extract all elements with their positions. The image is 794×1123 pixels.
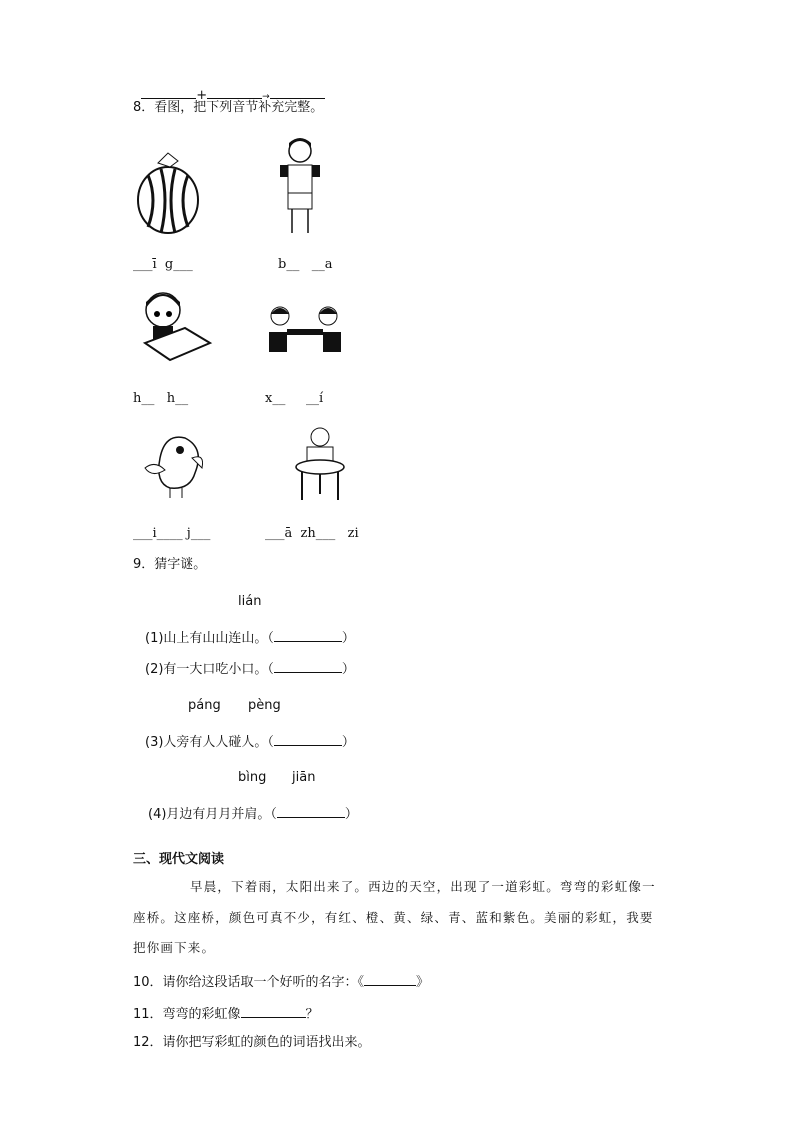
pinyin-label: x__ __í — [265, 391, 324, 406]
pinyin-label: ___ā zh___ zi — [265, 526, 359, 541]
boy-standing-image — [275, 133, 325, 241]
riddle-4: (4)月边有月月并肩。（ ） — [148, 807, 358, 822]
blank[interactable] — [270, 86, 325, 99]
blank[interactable] — [141, 86, 196, 99]
passage-line: 座桥。这座桥，颜色可真不少，有红、橙、黄、绿、青、蓝和紫色。美丽的彩虹，我要 — [133, 910, 654, 925]
child-drawing-image — [135, 288, 215, 363]
q8-title: 8．看图，把下列音节补充完整。 — [133, 100, 324, 115]
section-heading: 三、现代文阅读 — [133, 852, 225, 867]
answer-blank[interactable] — [241, 1005, 306, 1018]
watermelon-image — [133, 145, 203, 240]
chick-image — [140, 428, 210, 503]
riddle-1: (1)山上有山山连山。（ ） — [145, 631, 355, 646]
q9-title: 9．猜字谜。 — [133, 557, 207, 572]
pinyin: jiān — [292, 770, 316, 785]
q10: 10．请你给这段话取一个好听的名字：《 》 — [133, 975, 430, 990]
pinyin-label: ___i____ j___ — [133, 526, 211, 541]
pinyin-label: ___ī g___ — [133, 257, 193, 272]
plus: + — [196, 88, 208, 103]
q11: 11．弯弯的彩虹像 ？ — [133, 1007, 319, 1022]
answer-blank[interactable] — [364, 973, 416, 986]
pinyin: lián — [238, 594, 262, 609]
answer-blank[interactable] — [274, 660, 342, 673]
pinyin-label: b__ __a — [278, 257, 333, 272]
pinyin: páng — [188, 698, 221, 713]
pinyin: bìng — [238, 770, 267, 785]
answer-blank[interactable] — [274, 629, 342, 642]
answer-blank[interactable] — [274, 733, 342, 746]
passage-line: 把你画下来。 — [133, 940, 216, 955]
answer-blank[interactable] — [277, 805, 345, 818]
pinyin-label: h__ h__ — [133, 391, 189, 406]
riddle-3: (3)人旁有人人碰人。（ ） — [145, 735, 355, 750]
q12: 12．请你把写彩虹的颜色的词语找出来。 — [133, 1035, 371, 1050]
arrow-icon: → — [262, 92, 270, 102]
passage-line: 早晨，下着雨，太阳出来了。西边的天空，出现了一道彩虹。弯弯的彩虹像一 — [190, 879, 656, 894]
children-at-desk-image — [265, 302, 345, 357]
blank[interactable] — [207, 86, 262, 99]
child-at-table-image — [292, 425, 347, 505]
riddle-2: (2)有一大口吃小口。（ ） — [145, 662, 355, 677]
pinyin: pèng — [248, 698, 281, 713]
